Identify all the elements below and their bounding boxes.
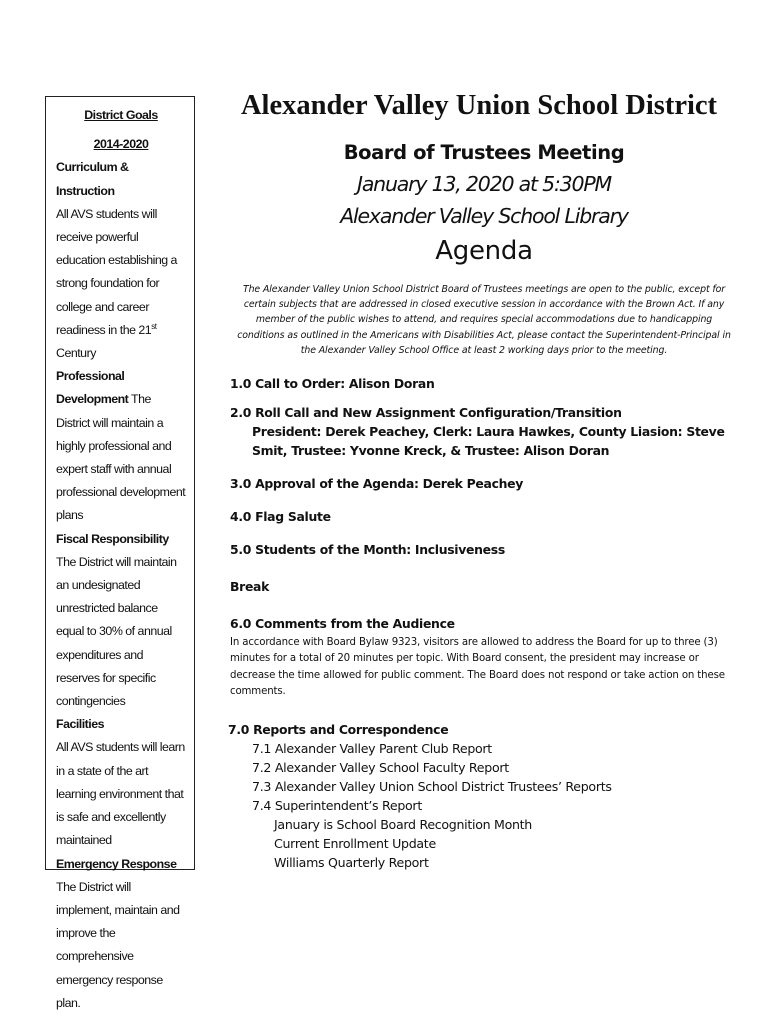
district-goals-title: District Goals bbox=[84, 108, 158, 122]
goal-curriculum-text: All AVS students will receive powerful education establishing a strong foundation for college and career readiness in the 21 bbox=[56, 206, 177, 337]
goal-professional-head: Professional Development bbox=[56, 369, 129, 407]
goal-fiscal bbox=[56, 528, 186, 714]
agenda-item-approval: 3.0 Approval of the Agenda: Derek Peachey bbox=[230, 476, 524, 492]
report-superintendent-sub: Williams Quarterly Report bbox=[274, 855, 429, 871]
school-title: Alexander Valley Union School District bbox=[240, 90, 718, 121]
district-goals-years: 2014-2020 bbox=[93, 137, 149, 152]
goal-emergency bbox=[56, 853, 186, 1015]
roll-call-title: 2.0 Roll Call and New Assignment Configuration/Transition bbox=[230, 405, 622, 421]
report-parent-club: 7.1 Alexander Valley Parent Club Report bbox=[252, 741, 492, 757]
goal-professional-text: The District will maintain a highly professional and expert staff with annual professional development plans bbox=[56, 392, 186, 523]
goal-fiscal-head: Fiscal Responsibility bbox=[56, 531, 169, 546]
report-trustees: 7.3 Alexander Valley Union School District Trustees’ Reports bbox=[252, 779, 612, 795]
agenda-item-students: 5.0 Students of the Month: Inclusiveness bbox=[230, 542, 505, 558]
goal-fiscal-text: The District will maintain an undesignated unrestricted balance equal to 30% of annual expenditures and reserves for specific contingencies bbox=[56, 554, 177, 709]
goal-curriculum-sup: st bbox=[151, 321, 157, 331]
goal-curriculum bbox=[56, 156, 186, 365]
goal-facilities bbox=[56, 713, 186, 852]
agenda-main bbox=[222, 88, 742, 872]
goal-facilities-head: Facilities bbox=[56, 717, 105, 732]
report-superintendent-sub: Current Enrollment Update bbox=[274, 836, 436, 852]
report-faculty: 7.2 Alexander Valley School Faculty Report bbox=[252, 760, 509, 776]
meeting-location: Alexander Valley School Library bbox=[340, 204, 628, 228]
goal-facilities-text: All AVS students will learn in a state of the art learning environment that is safe and excellently maintained bbox=[56, 740, 185, 848]
public-notice: The Alexander Valley Union School District Board of Trustees meetings are open to the public, except for certain subjects that are addressed in closed executive session in accordance with the Brown Act. If any member of the public wishes to attend, and requires special accommodations due to handicapping conditions as outlined in the Americans with Disabilities Act, please contact the Superintendent-Principal in the Alexander Valley School Office at least 2 working days prior to the meeting. bbox=[237, 284, 731, 356]
agenda-item-reports: 7.0 Reports and Correspondence bbox=[228, 722, 449, 738]
roll-call-detail: President: Derek Peachey, Clerk: Laura Hawkes, County Liasion: Steve Smit, Trustee: Yvonne Kreck, & Trustee: Alison Doran bbox=[252, 424, 725, 459]
agenda-heading: Agenda bbox=[435, 236, 533, 266]
report-superintendent-sub: January is School Board Recognition Month bbox=[274, 817, 532, 833]
meeting-title: Board of Trustees Meeting bbox=[343, 141, 625, 164]
agenda-item-flag-salute: 4.0 Flag Salute bbox=[230, 509, 331, 525]
goal-emergency-text: The District will implement, maintain and improve the comprehensive emergency response plan. bbox=[56, 879, 180, 1010]
agenda-item-comments: 6.0 Comments from the Audience bbox=[230, 616, 455, 632]
goal-curriculum-tail: Century bbox=[56, 346, 96, 361]
agenda-item-call-to-order: 1.0 Call to Order: Alison Doran bbox=[230, 376, 435, 392]
meeting-date: January 13, 2020 at 5:30PM bbox=[356, 172, 612, 196]
district-goals-sidebar bbox=[45, 96, 195, 1010]
goal-professional bbox=[56, 365, 186, 527]
goal-curriculum-head: Curriculum & Instruction bbox=[56, 160, 129, 198]
comments-description: In accordance with Board Bylaw 9323, visitors are allowed to address the Board for up to three (3) minutes for a total of 20 minutes per topic. With Board consent, the president may increase or decrease the time allowed for public comment. The Board does not respond or take action on these comments. bbox=[230, 637, 725, 697]
agenda-item-break: Break bbox=[230, 579, 270, 595]
agenda-item-roll-call bbox=[230, 403, 742, 460]
report-superintendent: 7.4 Superintendent’s Report bbox=[252, 798, 422, 814]
goal-emergency-head: Emergency Response bbox=[56, 856, 177, 871]
